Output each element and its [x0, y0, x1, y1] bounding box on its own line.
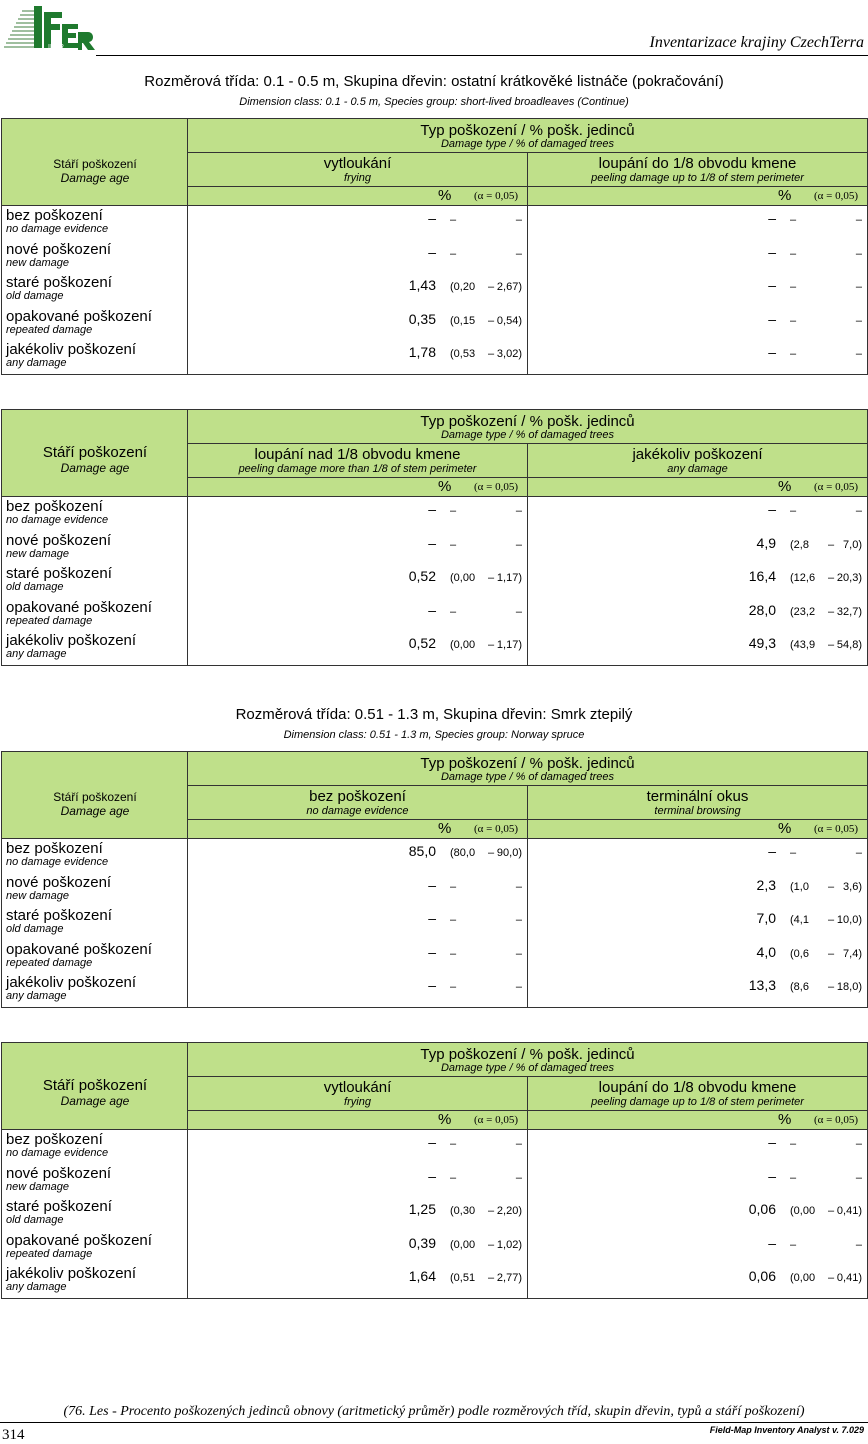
- value-cell: –: [768, 210, 776, 226]
- ci-upper: –: [855, 314, 862, 327]
- row-label: jakékoliv poškození any damage: [6, 974, 137, 1003]
- pct-header: % (α = 0,05): [188, 478, 528, 497]
- data-column: [528, 206, 868, 375]
- value-cell: 85,0: [408, 843, 436, 859]
- ci-upper: –: [855, 1238, 862, 1251]
- ci-upper: –: [515, 505, 522, 517]
- age-header-cell: [2, 1043, 188, 1130]
- value-cell: 4,9: [756, 534, 776, 551]
- row-label: staré poškození old damage: [6, 907, 112, 936]
- ci-upper: –: [515, 914, 522, 927]
- data-column: [188, 1130, 528, 1299]
- pct-header: % (α = 0,05): [188, 1111, 528, 1130]
- value-cell: –: [428, 1134, 436, 1150]
- damage-table: [1, 751, 868, 1008]
- ci-lower: –: [450, 538, 457, 551]
- ci-separator: –: [828, 981, 835, 994]
- ci-lower: (0,51: [450, 1272, 476, 1285]
- value-cell: –: [428, 243, 436, 260]
- ci-lower: –: [450, 1138, 457, 1150]
- ci-upper: 1,17): [496, 572, 522, 585]
- value-cell: 1,64: [408, 1268, 436, 1285]
- value-cell: –: [768, 310, 776, 327]
- row-label: bez poškození no damage evidence: [6, 498, 109, 526]
- row-labels: [2, 839, 188, 1008]
- age-label-en: Damage age: [60, 804, 130, 818]
- ci-upper: –: [855, 348, 862, 361]
- column-header: loupání do 1/8 obvodu kmene peeling damage up to 1/8 of stem perimeter: [528, 153, 868, 187]
- data-column: [528, 839, 868, 1008]
- ci-upper: 3,02): [496, 348, 522, 361]
- value-cell: –: [428, 210, 436, 226]
- value-cell: 4,0: [756, 943, 776, 960]
- age-label: Stáří poškození: [42, 444, 148, 461]
- ci-lower: –: [790, 847, 797, 859]
- value-cell: 1,25: [408, 1201, 436, 1218]
- ci-lower: (80,0: [450, 847, 476, 859]
- age-header-cell: [2, 752, 188, 839]
- row-label: opakované poškození repeated damage: [6, 1231, 152, 1260]
- value-cell: –: [428, 876, 436, 893]
- ci-lower: (1,0: [790, 880, 809, 893]
- damage-table: [1, 118, 868, 375]
- data-column: [188, 206, 528, 375]
- row-label: nové poškození new damage: [6, 1164, 112, 1193]
- value-cell: –: [768, 243, 776, 260]
- ci-upper: 10,0): [836, 914, 862, 927]
- value-cell: –: [768, 843, 776, 859]
- value-cell: 1,78: [408, 344, 436, 361]
- ci-lower: (0,15: [450, 314, 476, 327]
- section-title: Rozměrová třída: 0.51 - 1.3 m, Skupina dřevin: Smrk ztepilý: [235, 706, 633, 723]
- ci-upper: –: [515, 605, 522, 618]
- value-cell: –: [428, 1167, 436, 1184]
- column-header: jakékoliv poškození any damage: [528, 444, 868, 478]
- age-header-cell: [2, 119, 188, 206]
- data-column: [528, 1130, 868, 1299]
- page-number: 314: [2, 1427, 25, 1443]
- ci-upper: 20,3): [836, 572, 862, 585]
- ci-separator: –: [828, 914, 835, 927]
- ci-lower: –: [450, 880, 457, 893]
- value-cell: 7,0: [756, 910, 776, 927]
- ci-separator: –: [488, 1272, 495, 1285]
- value-cell: –: [768, 1167, 776, 1184]
- age-label: Stáří poškození: [53, 790, 137, 804]
- ci-lower: –: [790, 1238, 797, 1251]
- pct-header: % (α = 0,05): [528, 1111, 868, 1130]
- header-divider: [96, 55, 868, 56]
- row-label: jakékoliv poškození any damage: [6, 632, 137, 661]
- row-label: opakované poškození repeated damage: [6, 598, 152, 627]
- value-cell: –: [768, 1234, 776, 1251]
- ci-separator: –: [488, 348, 495, 361]
- age-label-en: Damage age: [60, 171, 130, 185]
- ci-lower: –: [790, 314, 797, 327]
- ci-lower: –: [450, 1171, 457, 1184]
- ci-lower: (0,00: [450, 1238, 476, 1251]
- ci-lower: (0,6: [790, 947, 809, 960]
- row-label: bez poškození no damage evidence: [6, 207, 109, 235]
- ci-upper: 90,0): [496, 847, 522, 859]
- ci-upper: –: [515, 247, 522, 260]
- ci-upper: –: [515, 1171, 522, 1184]
- ci-upper: 54,8): [836, 639, 862, 652]
- row-label: staré poškození old damage: [6, 565, 112, 594]
- ci-separator: –: [488, 1238, 495, 1251]
- ci-lower: –: [450, 914, 457, 927]
- value-cell: 0,39: [408, 1234, 436, 1251]
- pct-header: % (α = 0,05): [528, 478, 868, 497]
- ci-upper: 7,0): [843, 538, 862, 551]
- report-title: Inventarizace krajiny CzechTerra: [649, 34, 864, 51]
- row-label: opakované poškození repeated damage: [6, 940, 152, 969]
- ci-upper: –: [855, 505, 862, 517]
- ci-lower: –: [790, 247, 797, 260]
- age-label: Stáří poškození: [53, 157, 137, 171]
- ci-lower: (0,00: [790, 1205, 816, 1218]
- value-cell: 2,3: [756, 876, 776, 893]
- ci-separator: –: [828, 572, 835, 585]
- ci-upper: –: [515, 947, 522, 960]
- value-cell: 0,06: [748, 1268, 776, 1285]
- ci-upper: –: [855, 1138, 862, 1150]
- ci-lower: (23,2: [790, 605, 816, 618]
- value-cell: –: [768, 344, 776, 361]
- ci-upper: 2,77): [496, 1272, 522, 1285]
- value-cell: –: [768, 1134, 776, 1150]
- ci-lower: –: [790, 214, 797, 226]
- ci-upper: –: [855, 847, 862, 859]
- ifer-logo: [4, 2, 96, 54]
- ci-separator: –: [828, 880, 835, 893]
- row-label: staré poškození old damage: [6, 1198, 112, 1227]
- ci-upper: 7,4): [843, 947, 862, 960]
- ci-upper: 0,41): [836, 1272, 862, 1285]
- ci-upper: 2,20): [496, 1205, 522, 1218]
- ci-separator: –: [828, 605, 835, 618]
- data-column: [528, 497, 868, 666]
- row-label: opakované poškození repeated damage: [6, 307, 152, 336]
- row-labels: [2, 206, 188, 375]
- ci-separator: –: [488, 1205, 495, 1218]
- pct-header: % (α = 0,05): [188, 187, 528, 206]
- ci-separator: –: [488, 314, 495, 327]
- section-subtitle: Dimension class: 0.1 - 0.5 m, Species group: short-lived broadleaves (Continue): [239, 96, 629, 108]
- value-cell: –: [768, 277, 776, 294]
- ci-lower: –: [450, 214, 457, 226]
- value-cell: –: [428, 910, 436, 927]
- value-cell: 16,4: [748, 568, 776, 585]
- value-cell: 0,06: [748, 1201, 776, 1218]
- pct-header: % (α = 0,05): [528, 187, 868, 206]
- column-header: vytloukání frying: [188, 1077, 528, 1111]
- ci-upper: –: [515, 880, 522, 893]
- data-column: [188, 497, 528, 666]
- ci-lower: –: [790, 348, 797, 361]
- ci-upper: 2,67): [496, 281, 522, 294]
- value-cell: –: [428, 601, 436, 618]
- ci-lower: (0,20: [450, 281, 476, 294]
- ci-lower: –: [790, 281, 797, 294]
- ci-lower: –: [450, 947, 457, 960]
- ci-separator: –: [488, 572, 495, 585]
- ci-lower: –: [790, 505, 797, 517]
- column-header: vytloukání frying: [188, 153, 528, 187]
- value-cell: –: [768, 501, 776, 517]
- ci-upper: 0,41): [836, 1205, 862, 1218]
- ci-upper: –: [855, 1171, 862, 1184]
- age-label-en: Damage age: [60, 461, 130, 475]
- ci-upper: 18,0): [836, 981, 862, 994]
- pct-header: % (α = 0,05): [188, 820, 528, 839]
- ci-upper: 0,54): [496, 314, 522, 327]
- ci-upper: –: [855, 214, 862, 226]
- damage-type-header: Typ poškození / % pošk. jedinců Damage type / % of damaged trees: [188, 1043, 868, 1077]
- ci-lower: (0,53: [450, 348, 476, 361]
- value-cell: –: [428, 977, 436, 994]
- ci-separator: –: [828, 1272, 835, 1285]
- value-cell: –: [428, 534, 436, 551]
- value-cell: –: [428, 943, 436, 960]
- ci-lower: (8,6: [790, 981, 809, 994]
- age-label: Stáří poškození: [42, 1077, 148, 1094]
- ci-separator: –: [828, 1205, 835, 1218]
- row-label: nové poškození new damage: [6, 531, 112, 560]
- ci-upper: 1,17): [496, 639, 522, 652]
- damage-type-header: Typ poškození / % pošk. jedinců Damage type / % of damaged trees: [188, 119, 868, 153]
- ci-separator: –: [828, 639, 835, 652]
- column-header: loupání do 1/8 obvodu kmene peeling damage up to 1/8 of stem perimeter: [528, 1077, 868, 1111]
- ci-lower: (0,00: [450, 572, 476, 585]
- ci-lower: –: [450, 981, 457, 994]
- row-label: bez poškození no damage evidence: [6, 840, 109, 868]
- value-cell: 49,3: [748, 635, 776, 652]
- ci-lower: (43,9: [790, 639, 816, 652]
- figure-caption: (76. Les - Procento poškozených jedinců obnovy (aritmetický průměr) podle rozměrových tříd, skupin dřevin, typů a stáří poškození): [63, 1404, 805, 1419]
- ci-lower: (0,00: [790, 1272, 816, 1285]
- section-title: Rozměrová třída: 0.1 - 0.5 m, Skupina dřevin: ostatní krátkověké listnáče (pokračování): [144, 73, 724, 90]
- value-cell: –: [428, 501, 436, 517]
- pct-header: % (α = 0,05): [528, 820, 868, 839]
- ci-lower: (2,8: [790, 538, 809, 551]
- ci-lower: (4,1: [790, 914, 809, 927]
- ci-upper: –: [515, 214, 522, 226]
- column-header: terminální okus terminal browsing: [528, 786, 868, 820]
- ci-lower: –: [450, 605, 457, 618]
- damage-type-header: Typ poškození / % pošk. jedinců Damage type / % of damaged trees: [188, 752, 868, 786]
- damage-type-header: Typ poškození / % pošk. jedinců Damage type / % of damaged trees: [188, 410, 868, 444]
- ci-upper: –: [855, 247, 862, 260]
- section-subtitle: Dimension class: 0.51 - 1.3 m, Species group: Norway spruce: [283, 729, 585, 741]
- data-column: [188, 839, 528, 1008]
- value-cell: 28,0: [748, 601, 776, 618]
- age-label-en: Damage age: [60, 1094, 130, 1108]
- column-header: bez poškození no damage evidence: [188, 786, 528, 820]
- ci-separator: –: [488, 639, 495, 652]
- ci-upper: 32,7): [836, 605, 862, 618]
- ci-separator: –: [828, 947, 835, 960]
- row-label: jakékoliv poškození any damage: [6, 341, 137, 370]
- value-cell: 1,43: [408, 277, 436, 294]
- row-labels: [2, 1130, 188, 1299]
- row-label: jakékoliv poškození any damage: [6, 1265, 137, 1294]
- damage-table: [1, 409, 868, 666]
- value-cell: 0,52: [408, 568, 436, 585]
- ci-separator: –: [488, 847, 495, 859]
- footer-divider: [0, 1422, 868, 1423]
- value-cell: 13,3: [748, 977, 776, 994]
- ci-separator: –: [828, 538, 835, 551]
- row-label: bez poškození no damage evidence: [6, 1131, 109, 1159]
- ci-upper: 3,6): [843, 880, 862, 893]
- ci-lower: –: [450, 247, 457, 260]
- row-label: nové poškození new damage: [6, 240, 112, 269]
- ci-lower: –: [450, 505, 457, 517]
- ci-lower: (0,30: [450, 1205, 476, 1218]
- age-header-cell: [2, 410, 188, 497]
- ci-upper: –: [855, 281, 862, 294]
- svg-text:IFER: IFER: [48, 44, 64, 51]
- ci-lower: (12,6: [790, 572, 816, 585]
- value-cell: 0,35: [408, 310, 436, 327]
- ci-upper: 1,02): [496, 1238, 522, 1251]
- row-labels: [2, 497, 188, 666]
- ci-separator: –: [488, 281, 495, 294]
- row-label: staré poškození old damage: [6, 274, 112, 303]
- ci-lower: –: [790, 1171, 797, 1184]
- value-cell: 0,52: [408, 635, 436, 652]
- ci-upper: –: [515, 1138, 522, 1150]
- column-header: loupání nad 1/8 obvodu kmene peeling damage more than 1/8 of stem perimeter: [188, 444, 528, 478]
- damage-table: [1, 1042, 868, 1299]
- ci-lower: –: [790, 1138, 797, 1150]
- software-credit: Field-Map Inventory Analyst v. 7.029: [709, 1425, 864, 1435]
- ci-lower: (0,00: [450, 639, 476, 652]
- ci-upper: –: [515, 538, 522, 551]
- row-label: nové poškození new damage: [6, 873, 112, 902]
- ci-upper: –: [515, 981, 522, 994]
